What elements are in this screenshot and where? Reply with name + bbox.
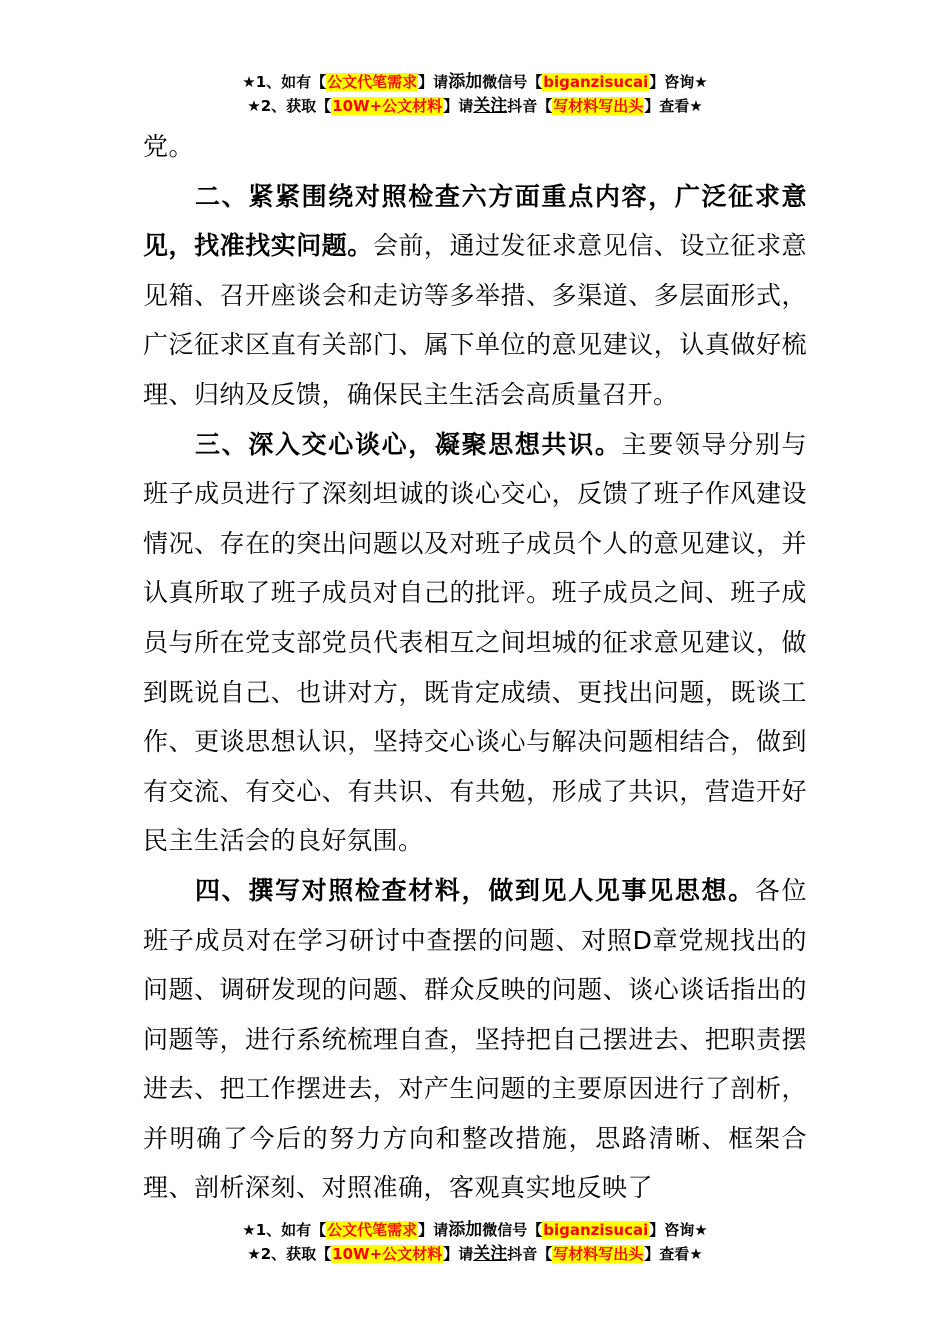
paragraph-text: 主要领导分别与班子成员进行了深刻坦诚的谈心交心，反馈了班子作风建设情况、存在的突出问题以及对班子成员个人的意见建议，并认真所取了班子成员对自己的批评。班子成员之间、班子成员与所在党支部党员代表相互之间坦城的征求意见建议，做到既说自己、也讲对方，既肯定成绩、更找出问题，既谈工作、更谈思想认识，坚持交心谈心与解决问题相结合，做到有交流、有交心、有共识、有共勉，形成了共识，营造开好民主生活会的良好氛围。 xyxy=(143,429,807,856)
banner-text: 微信号【 xyxy=(482,1221,543,1239)
banner-text: 】咨询★ xyxy=(649,73,708,91)
wechat-id-highlight: biganzisucai xyxy=(543,1221,649,1239)
paragraph xyxy=(143,420,807,866)
emphasis-text: 添加 xyxy=(448,1220,483,1240)
paragraph: 党。 xyxy=(143,132,195,161)
banner-text: ★1、如有【 xyxy=(242,73,327,91)
highlight-text: 10W+公文材料 xyxy=(332,1245,443,1263)
paragraph-text: 会前，通过发征求意见信、设立征求意见箱、召开座谈会和走访等多举措、多渠道、多层面形式，广泛征求区直有关部门、属下单位的意见建议，认真做好梳理、归纳及反馈，确保民主生活会高质量召开。 xyxy=(143,231,807,409)
banner-text: ★1、如有【 xyxy=(242,1221,327,1239)
paragraph-text: 各位班子成员对在学习研讨中查摆的问题、对照D章党规找出的问题、调研发现的问题、群众反映的问题、谈心谈话指出的问题等，进行系统梳理自查，坚持把自己摆进去、把职责摆进去、把工作摆进去，对产生问题的主要原因进行了剖析，并明确了今后的努力方向和整改措施，思路清晰、框架合理、剖析深刻、对照准确，客观真实地反映了 xyxy=(143,875,807,1203)
paragraph xyxy=(143,866,807,1213)
emphasis-text: 关注 xyxy=(473,96,508,116)
banner-text: 抖音【 xyxy=(507,1245,553,1263)
banner-text: 抖音【 xyxy=(507,97,553,115)
emphasis-text: 添加 xyxy=(448,72,483,92)
footer-banner xyxy=(0,1218,950,1266)
paragraph-heading: 二、紧紧围绕对照检查六方面重点内容，广泛征求意见，找准找实问题。 xyxy=(143,181,807,261)
banner-text: 】咨询★ xyxy=(649,1221,708,1239)
highlight-text: 公文代笔需求 xyxy=(327,73,418,91)
header-banner xyxy=(0,70,950,118)
banner-line-1 xyxy=(0,70,950,94)
banner-text: 】请 xyxy=(418,1221,449,1239)
banner-text: ★2、获取【 xyxy=(247,1245,332,1263)
banner-text: 】请 xyxy=(443,97,474,115)
douyin-id-highlight: 写材料写出头 xyxy=(553,1245,644,1263)
douyin-id-highlight: 写材料写出头 xyxy=(553,97,644,115)
banner-text: 微信号【 xyxy=(482,73,543,91)
highlight-text: 公文代笔需求 xyxy=(327,1221,418,1239)
banner-text: 】查看★ xyxy=(644,97,703,115)
paragraph-heading: 三、深入交心谈心，凝聚思想共识。 xyxy=(195,429,622,459)
banner-text: 】请 xyxy=(443,1245,474,1263)
banner-text: 】请 xyxy=(418,73,449,91)
paragraph-heading: 四、撰写对照检查材料，做到见人见事见思想。 xyxy=(195,875,755,905)
wechat-id-highlight: biganzisucai xyxy=(543,73,649,91)
paragraph xyxy=(143,172,807,420)
banner-line-2 xyxy=(0,1242,950,1266)
banner-text: ★2、获取【 xyxy=(247,97,332,115)
banner-line-1 xyxy=(0,1218,950,1242)
banner-text: 】查看★ xyxy=(644,1245,703,1263)
highlight-text: 10W+公文材料 xyxy=(332,97,443,115)
document-body xyxy=(143,122,807,1213)
emphasis-text: 关注 xyxy=(473,1244,508,1264)
banner-line-2 xyxy=(0,94,950,118)
